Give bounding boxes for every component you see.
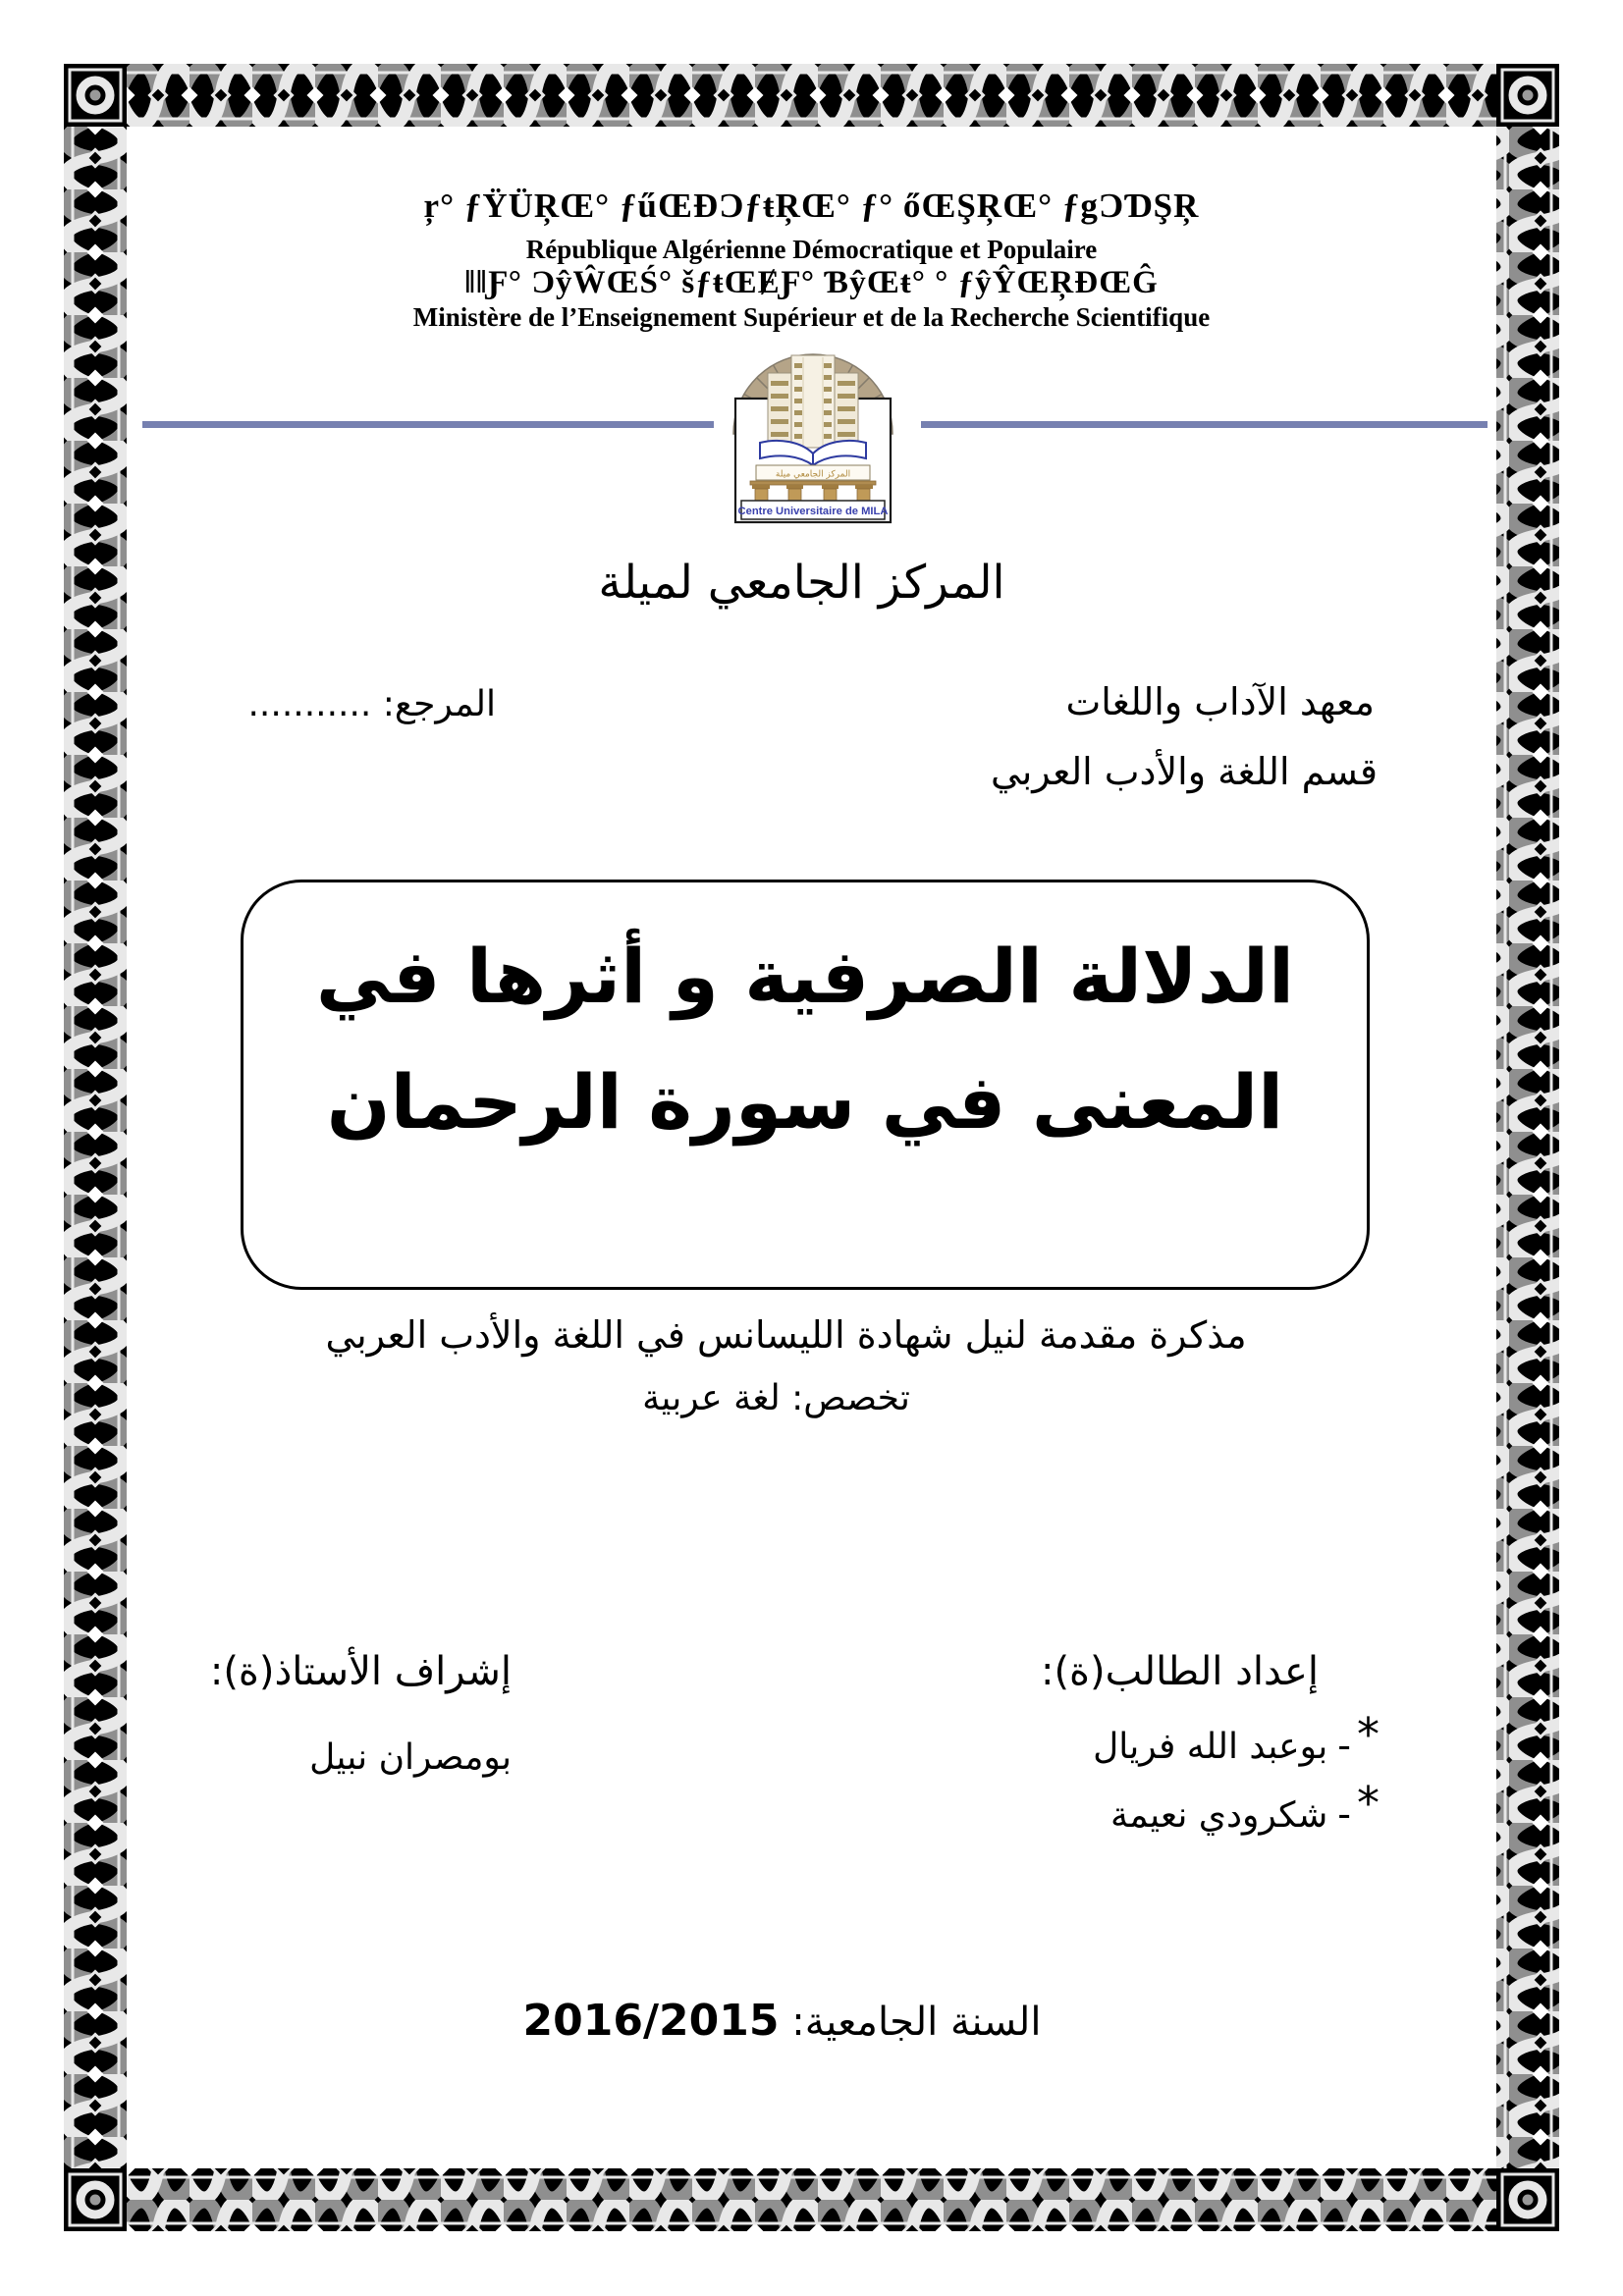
university-center-name: المركز الجامعي لميلة [598, 556, 1005, 610]
student-name-2: *-شكرودي نعيمة [1109, 1777, 1380, 1836]
thesis-title-line1: الدلالة الصرفية و أثرها في [315, 933, 1295, 1020]
accent-rule-right [921, 421, 1488, 428]
specialty-line: تخصص: لغة عربية [642, 1378, 910, 1418]
border-corner-top-left [64, 64, 127, 127]
prepared-by-label: إعداد الطالب(ة): [1040, 1649, 1319, 1694]
logo-caption-text: Centre Universitaire de MILA [737, 506, 889, 517]
academic-year-label: السنة الجامعية: [791, 2000, 1042, 2045]
student-2-text: شكرودي نعيمة [1109, 1795, 1328, 1836]
header-ministere: Ministère de l’Enseignement Supérieur et de la Recherche Scientifique [412, 302, 1211, 332]
border-corner-bottom-left [64, 2168, 127, 2231]
border-corner-top-right [1496, 64, 1559, 127]
header-arabic-garbled-1: ŗ° ƒŸÜŖŒ° ƒűŒĐƆƒŧŖŒ° ƒ° őŒŞŖŒ° ƒgƆƊŞŖ [423, 187, 1200, 225]
accent-rule-left [142, 421, 714, 428]
thesis-title-line2: المعنى في سورة الرحمان [326, 1058, 1284, 1146]
header-republique: République Algérienne Démocratique et Populaire [525, 235, 1098, 264]
logo-caption-strip [738, 501, 889, 519]
supervisor-name: بومصران نبيل [309, 1737, 512, 1778]
university-logo [732, 338, 893, 530]
student-name-1: *-بوعبد الله فريال [1093, 1708, 1380, 1767]
academic-year-value: 2016/2015 [522, 1996, 780, 2046]
logo-banner-text: المركز الجامعي ميلة [775, 469, 851, 480]
memoir-description: مذكرة مقدمة لنيل شهادة الليسانس في اللغة والأدب العربي [325, 1313, 1247, 1357]
institute-name: معهد الآداب واللغات [1065, 680, 1375, 723]
student-1-text: بوعبد الله فريال [1093, 1727, 1328, 1767]
header-arabic-garbled-2: ǁǁƑ° ƆŷŴŒŚ° šƒŧŒɆƑ° ƁŷŒŧ° ° ƒŷŶŒŖĐŒĜ [464, 265, 1159, 300]
student-2-dash: - [1337, 1792, 1351, 1836]
reference-field: المرجع: ........... [247, 684, 496, 724]
academic-year [0, 1996, 1594, 2046]
thesis-title-box [241, 880, 1370, 1290]
supervised-by-label: إشراف الأستاذ(ة): [209, 1649, 512, 1694]
logo-banner [756, 465, 870, 480]
department-name: قسم اللغة والأدب العربي [991, 750, 1378, 793]
student-1-dash: - [1337, 1724, 1351, 1767]
border-corner-bottom-right [1496, 2168, 1559, 2231]
